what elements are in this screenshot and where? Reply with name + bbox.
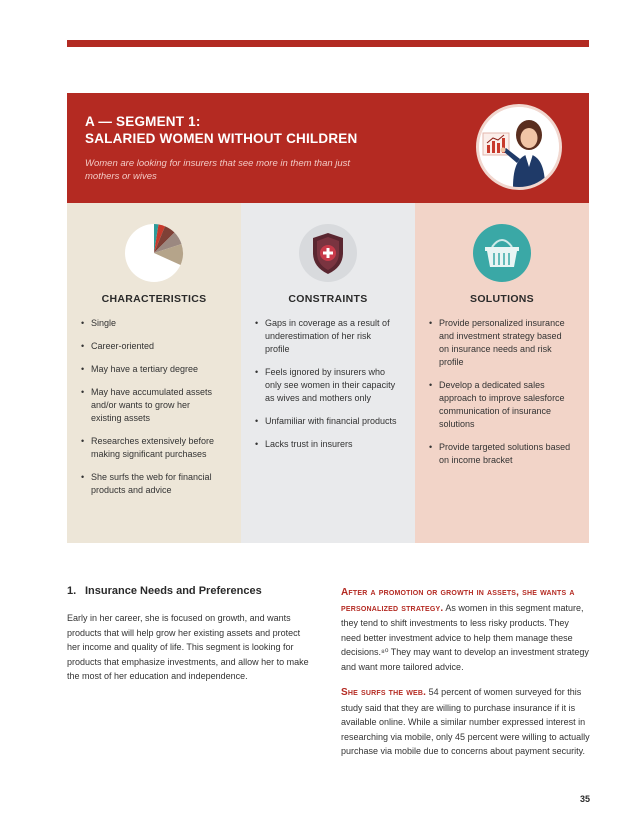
promotion-paragraph [341,585,591,674]
solutions-list [429,317,571,477]
right-column-text [341,585,591,770]
constraints-list [255,317,397,461]
banner-title [85,113,357,147]
businesswoman-avatar [476,104,562,190]
banner-title-line2: SALARIED WOMEN WITHOUT CHILDREN [85,131,358,146]
list-item: • Gaps in coverage as a result of underestimation of her risk profile [255,317,397,356]
list-item: • Lacks trust in insurers [255,438,397,451]
characteristics-column [67,203,241,543]
section-paragraph: Early in her career, she is focused on growth, and wants products that will help grow her existing assets and protect her income and quality of life. This segment is looking for products that emphasize investments, and allow her to make the most of her education and independence. [67,613,309,681]
web-paragraph [341,685,591,759]
top-rule [67,40,589,47]
list-item: • Researches extensively before making significant purchases [81,435,223,461]
list-item: • May have a tertiary degree [81,363,223,376]
banner-title-line1: A — SEGMENT 1: [85,114,201,129]
banner-subtitle: Women are looking for insurers that see more in them than just mothers or wives [85,158,351,182]
constraints-heading: CONSTRAINTS [288,293,368,305]
businesswoman-illustration-icon [479,107,559,187]
web-lead: She surfs the web. [341,687,427,698]
constraints-column [241,203,415,543]
list-item: • Develop a dedicated sales approach to improve salesforce communication of insurance solutions [429,379,571,431]
characteristics-heading: CHARACTERISTICS [101,293,207,305]
list-item: • Career-oriented [81,340,223,353]
list-item: • She surfs the web for financial products and advice [81,471,223,497]
promotion-lead: After a promotion or growth in assets, she wants a personalized strategy. [341,587,575,614]
characteristics-list [81,317,223,507]
list-item: • Provide personalized insurance and investment strategy based on insurance needs and risk profile [429,317,571,369]
section-heading [67,585,262,597]
basket-icon [472,223,532,288]
solutions-heading: SOLUTIONS [470,293,534,305]
pie-chart-icon [124,223,184,288]
list-item: • May have accumulated assets and/or wants to grow her existing assets [81,386,223,425]
solutions-column [415,203,589,543]
list-item: • Provide targeted solutions based on income bracket [429,441,571,467]
section-title: Insurance Needs and Preferences [85,585,262,597]
shield-cross-icon [298,223,358,288]
list-item: • Single [81,317,223,330]
list-item: • Unfamiliar with financial products [255,415,397,428]
list-item: • Feels ignored by insurers who only see women in their capacity as wives and mothers only [255,366,397,405]
web-body: 54 percent of women surveyed for this study said that they are willing to purchase insurance if it is available online. While a similar number expressed interest in researching via mobile, only 45 percent were willing to actually purchase via mobile due to concerns about payment security. [341,687,590,756]
promotion-body: As women in this segment mature, they tend to shift investments to less risky products. They need better investment advice to help them manage these decisions.⁸⁰ They may want to develop an investment strategy and want more tailored advice. [341,602,589,672]
page-number: 35 [579,794,590,804]
section-number: 1. [67,585,77,597]
